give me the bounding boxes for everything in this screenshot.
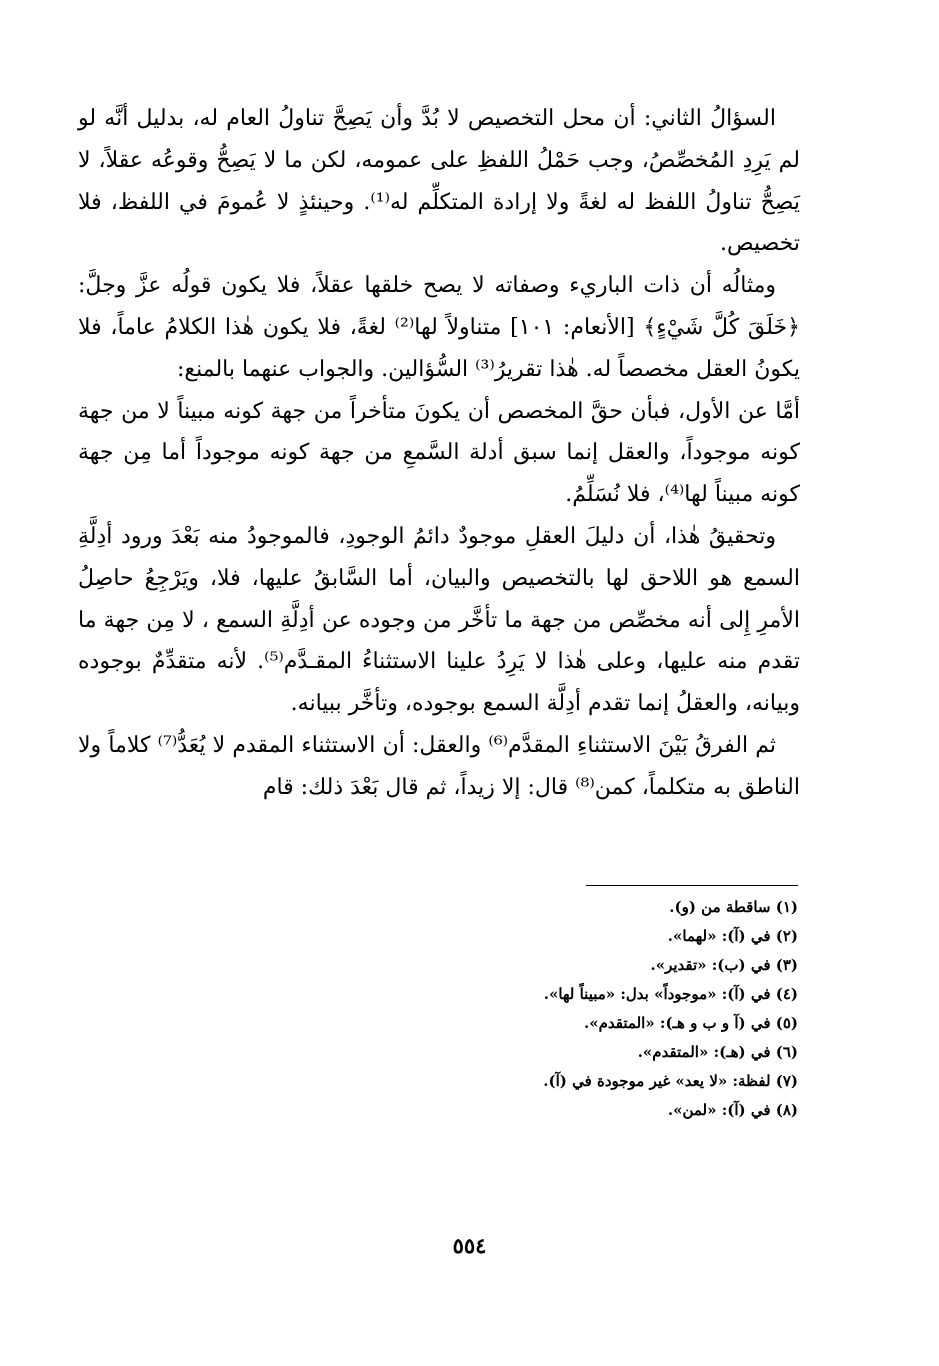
footnote-8: (٨) في (آ): «لمن». [667, 1101, 798, 1119]
footnote-6: (٦) في (هـ): «المتقدم». [637, 1043, 798, 1061]
paragraph-answer-first: أمَّا عن الأول، فبأن حقَّ المخصص أن يكونَ متأخراً من جهة كونه مبيناً لا من جهة كونه موجوداً، والعقل إنما سبق أدلة السَّمعِ من جهة كونه موجوداً أما مِن جهة كونه مبيناً لها⁽⁴⁾، فلا نُسَلِّمُ. [78, 398, 800, 508]
paragraph-difference: ثم الفرقُ بَيْنَ الاستثناءِ المقدَّم⁽⁶⁾ والعقل: أن الاستثناء المقدم لا يُعَدُّ⁽⁷⁾ كلاماً ولا الناطق به متكلماً، كمن⁽⁸⁾ قال: إلا زيداً، ثم قال بَعْدَ ذلك: قام [78, 732, 800, 800]
page-number: ٥٥٤ [452, 1233, 487, 1258]
paragraph-example: ومثالُه أن ذات الباريء وصفاته لا يصح خلقها عقلاً، فلا يكون قولُه عزَّ وجلَّ: ﴿خَلَقَ كُلَّ شَيْءٍ﴾ [الأنعام: ١٠١] متناولاً لها⁽²⁾ لغةً، فلا يكون هٰذا الكلامُ عاماً، فلا يكونُ العقل مخصصاً له. هٰذا تقريرُ⁽³⁾ السُّؤالين. والجواب عنهما بالمنع: [78, 273, 800, 382]
paragraph-second-question: السؤالُ الثاني: أن محل التخصيص لا بُدَّ وأن يَصِحَّ تناولُ العام له، بدليل أنَّه لو لم يَرِدِ المُخصِّصُ، وجب حَمْلُ اللفظِ على عمومه، لكن ما لا يَصِحُّ وقوعُه عقلاً، لا يَصِحُّ تناولُ اللفظ له لغةً ولا إرادة المتكلِّم له⁽¹⁾. وحينئذٍ لا عُمومَ في اللفظ، فلا تخصيص. [78, 106, 800, 257]
footnotes [300, 893, 798, 1125]
footnote-1: (١) ساقطة من (و). [669, 898, 798, 916]
footnote-4: (٤) في (آ): «موجوداً» بدل: «مبيناً لها». [543, 985, 798, 1003]
paragraph-verification: وتحقيقُ هٰذا، أن دليلَ العقلِ موجودٌ دائمُ الوجودِ، فالموجودُ منه بَعْدَ ورود أدِلَّةِ السمع هو اللاحق لها بالتخصيص والبيان، أما السَّابقُ عليها، فلا، ويَرْجِعُ حاصِلُ الأمرِ إِلى أنه مخصِّص من جهة ما تأخَّر من وجوده عن أدِلَّةِ السمع ، لا مِن جهة ما تقدم منه عليها، وعلى هٰذا لا يَرِدُ علينا الاستثناءُ المقـدَّم⁽⁵⁾. لأنه متقدِّمٌ بوجوده وبيانه، والعقلُ إنما تقدم أدِلَّة السمع بوجوده، وتأخَّر ببيانه. [78, 523, 800, 717]
footnote-5: (٥) في (آ و ب و هـ): «المتقدم». [584, 1014, 798, 1032]
footnote-3: (٣) في (ب): «تقدير». [650, 956, 798, 974]
footnote-separator [586, 885, 798, 886]
footnote-2: (٢) في (آ): «لهما». [667, 927, 798, 945]
footnote-7: (٧) لفظة: «لا يعد» غير موجودة في (آ). [543, 1072, 798, 1090]
main-text [78, 98, 800, 809]
